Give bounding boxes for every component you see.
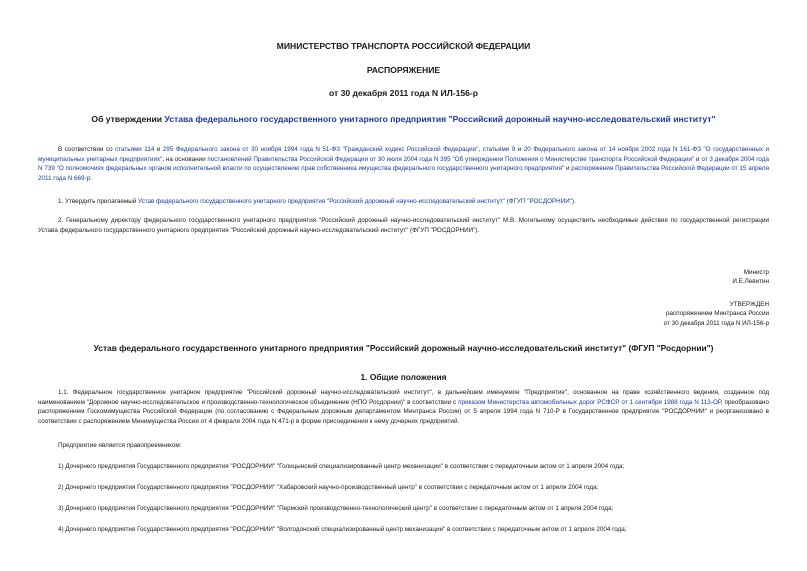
section-1-title: 1. Общие положения bbox=[360, 372, 447, 382]
preamble-text: , на основании bbox=[162, 155, 208, 163]
document-title bbox=[0, 114, 807, 124]
preamble-link[interactable]: от 3 декабря 2004 года N 739 "О полномочиях федеральных органов исполнительной власти по осуществлению прав собственника имущества федерального государственного унитарного предприятия" bbox=[38, 155, 769, 173]
list-item: 1) Дочернего предприятия Государственного предприятия "РОСДОРНИИ" "Голицынский специализированный центр механизации" в соответствии с передаточным актом от 1 апреля 2004 года; bbox=[58, 463, 625, 470]
item-1-paragraph bbox=[38, 197, 769, 207]
preamble-link[interactable]: статьями 9 bbox=[482, 146, 516, 153]
preamble-paragraph bbox=[38, 145, 769, 183]
ministry-heading: МИНИСТЕРСТВО ТРАНСПОРТА РОССИЙСКОЙ ФЕДЕРАЦИИ bbox=[276, 41, 531, 51]
item-2-paragraph: 2. Генеральному директору федерального государственного унитарного предприятия "Российский дорожный научно-исследовательский институт" М.В. Могильному осуществить необходимые действия по государственной регистрации Устава федерального государственного унитарного предприятия "Российский дорожный научно-исследовательский институт" (ФГУП "РОСДОРНИИ"). bbox=[38, 217, 769, 234]
approval-block bbox=[664, 300, 769, 328]
preamble-text: и bbox=[564, 165, 572, 173]
item-1-text: 1. Утвердить прилагаемый bbox=[58, 198, 139, 205]
approval-label: УТВЕРЖДЕН bbox=[729, 301, 769, 308]
title-prefix: Об утверждении bbox=[91, 114, 165, 124]
clause-1-1-text: , преобразовано распоряжением Госкомимущества Российской Федерации (по согласованию с Федеральным дорожным департаментом Минтранса России) от 5 апреля 1994 года N 710-Р в Государственное предприятие "РОСДОРНИИ" и реорганизовано в соответствии с распоряжением Минимущества России от 4 февраля 2004 года N 471-р в форме присоединения к нему дочерних предприятий. bbox=[38, 398, 769, 425]
list-item: 4) Дочернего предприятия Государственного предприятия "РОСДОРНИИ" "Волгодонский специализированный центр механизации" в соответствии с передаточным актом от 1 апреля 2004 года; bbox=[58, 526, 627, 533]
list-item: 2) Дочернего предприятия Государственного предприятия "РОСДОРНИИ" "Хабаровский научно-производственный центр" в соответствии с передаточным актом от 1 апреля 2004 года; bbox=[58, 484, 599, 491]
doc-type-heading: РАСПОРЯЖЕНИЕ bbox=[366, 65, 441, 75]
preamble-link[interactable]: 20 Федерального закона от 14 ноября 2002 года N 161-ФЗ "О государственных и муниципальных унитарных предприятиях" bbox=[38, 146, 769, 163]
preamble-link[interactable]: постановлений Правительства Российской Федерации от 30 июля 2004 года N 395 "Об утверждении Положения о Министерстве транспорта Российской Федерации" bbox=[207, 155, 695, 163]
charter-title: Устав федерального государственного унитарного предприятия "Российский дорожный научно-исследовательский институт" (ФГУП "Росдорнии") bbox=[93, 343, 714, 353]
item-1-charter-link[interactable]: Устав федерального государственного унитарного предприятия "Российский дорожный научно-исследовательский институт" (ФГУП "РОСДОРНИИ") bbox=[138, 198, 575, 205]
clause-1-1-order-link[interactable]: приказом Министерства автомобильных дорог РСФСР от 1 сентября 1988 года N 113-ОР bbox=[458, 398, 721, 406]
preamble-link[interactable]: распоряжения Правительства Российской Федерации от 15 апреля 2011 года N 669-р bbox=[38, 165, 769, 182]
doc-date-heading: от 30 декабря 2011 года N ИЛ-156-р bbox=[328, 88, 479, 98]
preamble-link[interactable]: 295 Федерального закона от 30 ноября 1994 года N 51-ФЗ "Гражданский кодекс Российской Федерации" bbox=[162, 146, 479, 153]
signature-name: И.Е.Левитин bbox=[732, 278, 769, 286]
successor-paragraph: Предприятие является правопреемником: bbox=[58, 442, 182, 449]
signature-block bbox=[732, 268, 769, 287]
preamble-text: и bbox=[515, 146, 524, 153]
list-item: 3) Дочернего предприятия Государственного предприятия "РОСДОРНИИ" "Пермский производственно-технологический центр" в соответствии с передаточным актом от 1 апреля 2004 года; bbox=[58, 505, 614, 512]
preamble-text: и bbox=[154, 146, 163, 153]
clause-1-1-paragraph bbox=[38, 388, 769, 426]
preamble-text: и bbox=[694, 155, 702, 163]
approval-by: распоряжением Минтранса России bbox=[666, 310, 769, 318]
title-charter-link[interactable]: Устава федерального государственного унитарного предприятия "Российский дорожный научно-исследовательский институт" bbox=[164, 114, 716, 124]
preamble-text: : bbox=[90, 174, 92, 182]
item-1-tail: . bbox=[574, 198, 576, 205]
clause-1-1-text: 1.1. Федеральное государственное унитарное предприятие "Российский дорожный научно-исследовательский институт", в дальнейшем именуемое "Предприятие", основанное на праве хозяйственного ведения, созданное под наименованием "Дорожное научно-исследовательское и производственно-технологическое объединение (НПО Росдорнии)" в соответствии с bbox=[38, 389, 769, 406]
approval-date: от 30 декабря 2011 года N ИЛ-156-р bbox=[663, 319, 769, 327]
preamble-text: , bbox=[478, 146, 483, 153]
preamble-link[interactable]: статьями 114 bbox=[115, 146, 155, 153]
preamble-text: В соответствии со bbox=[58, 146, 116, 153]
signature-role: Министр bbox=[743, 269, 769, 276]
